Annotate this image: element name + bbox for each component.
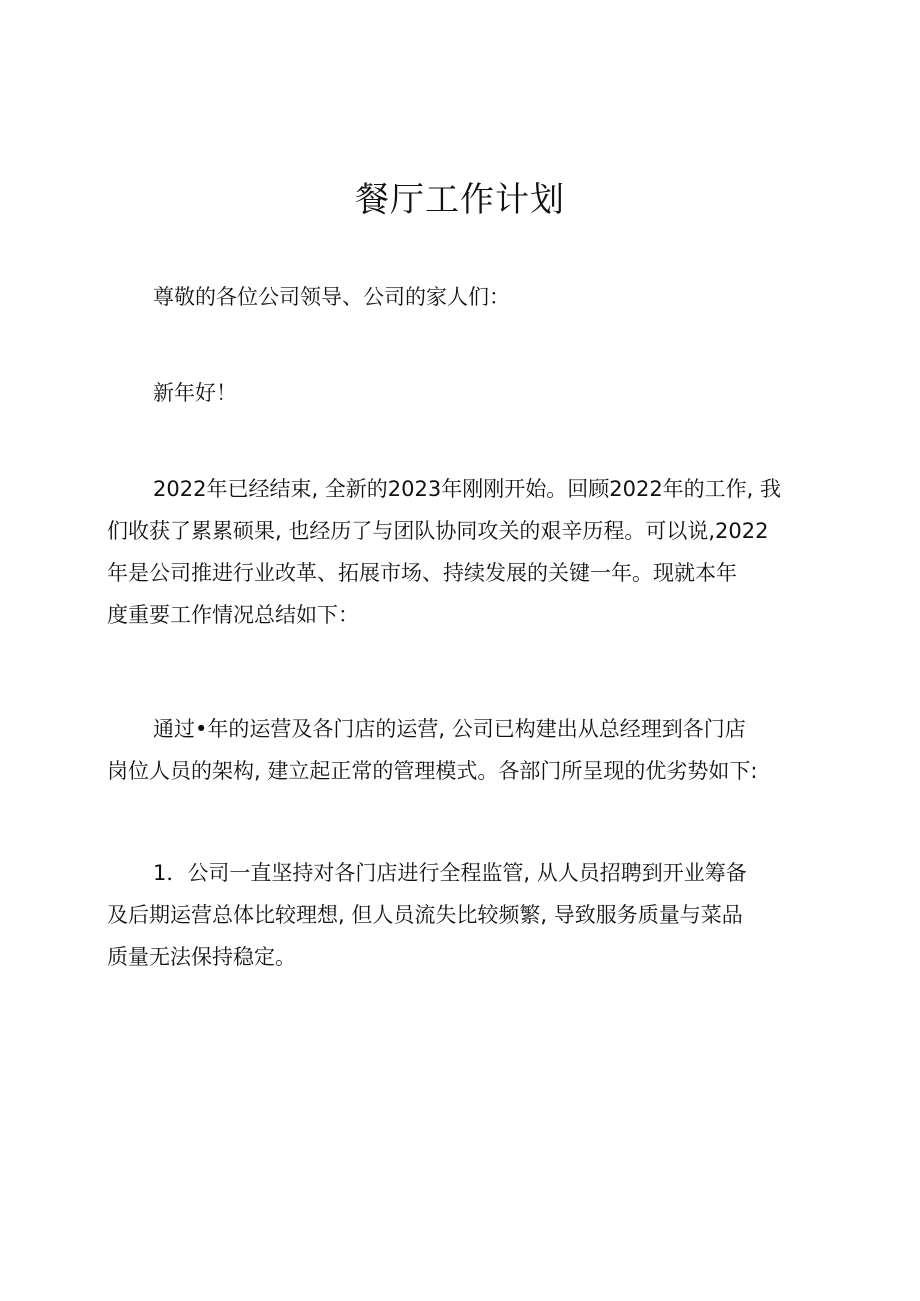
paragraph-line: 质量无法保持稳定。 <box>107 945 296 969</box>
paragraph-line: 年是公司推进行业改革、拓展市场、持续发展的关键一年。现就本年 <box>107 561 737 585</box>
document-title: 餐厅工作计划 <box>355 180 565 220</box>
paragraph-line: 1．公司一直坚持对各门店进行全程监管, 从人员招聘到开业筹备 <box>153 861 747 885</box>
paragraph-line: 通过•年的运营及各门店的运营, 公司已构建出从总经理到各门店 <box>153 717 746 741</box>
paragraph-greeting <box>107 276 817 318</box>
paragraph-structure <box>107 708 817 792</box>
paragraph-item-1 <box>107 852 817 978</box>
paragraph-line: 们收获了累累硕果, 也经历了与团队协同攻关的艰辛历程。可以说,2022 <box>107 519 769 543</box>
paragraph-new-year <box>107 372 817 414</box>
paragraph-line: 2022年已经结束, 全新的2023年刚刚开始。回顾2022年的工作, 我 <box>153 477 782 501</box>
paragraph-line: 新年好！ <box>153 381 237 405</box>
paragraph-review <box>107 468 817 636</box>
paragraph-line: 岗位人员的架构, 建立起正常的管理模式。各部门所呈现的优劣势如下: <box>107 759 758 783</box>
paragraph-line: 及后期运营总体比较理想, 但人员流失比较频繁, 导致服务质量与菜品 <box>107 903 743 927</box>
paragraph-line: 度重要工作情况总结如下： <box>107 603 359 627</box>
paragraph-line: 尊敬的各位公司领导、公司的家人们： <box>153 285 510 309</box>
